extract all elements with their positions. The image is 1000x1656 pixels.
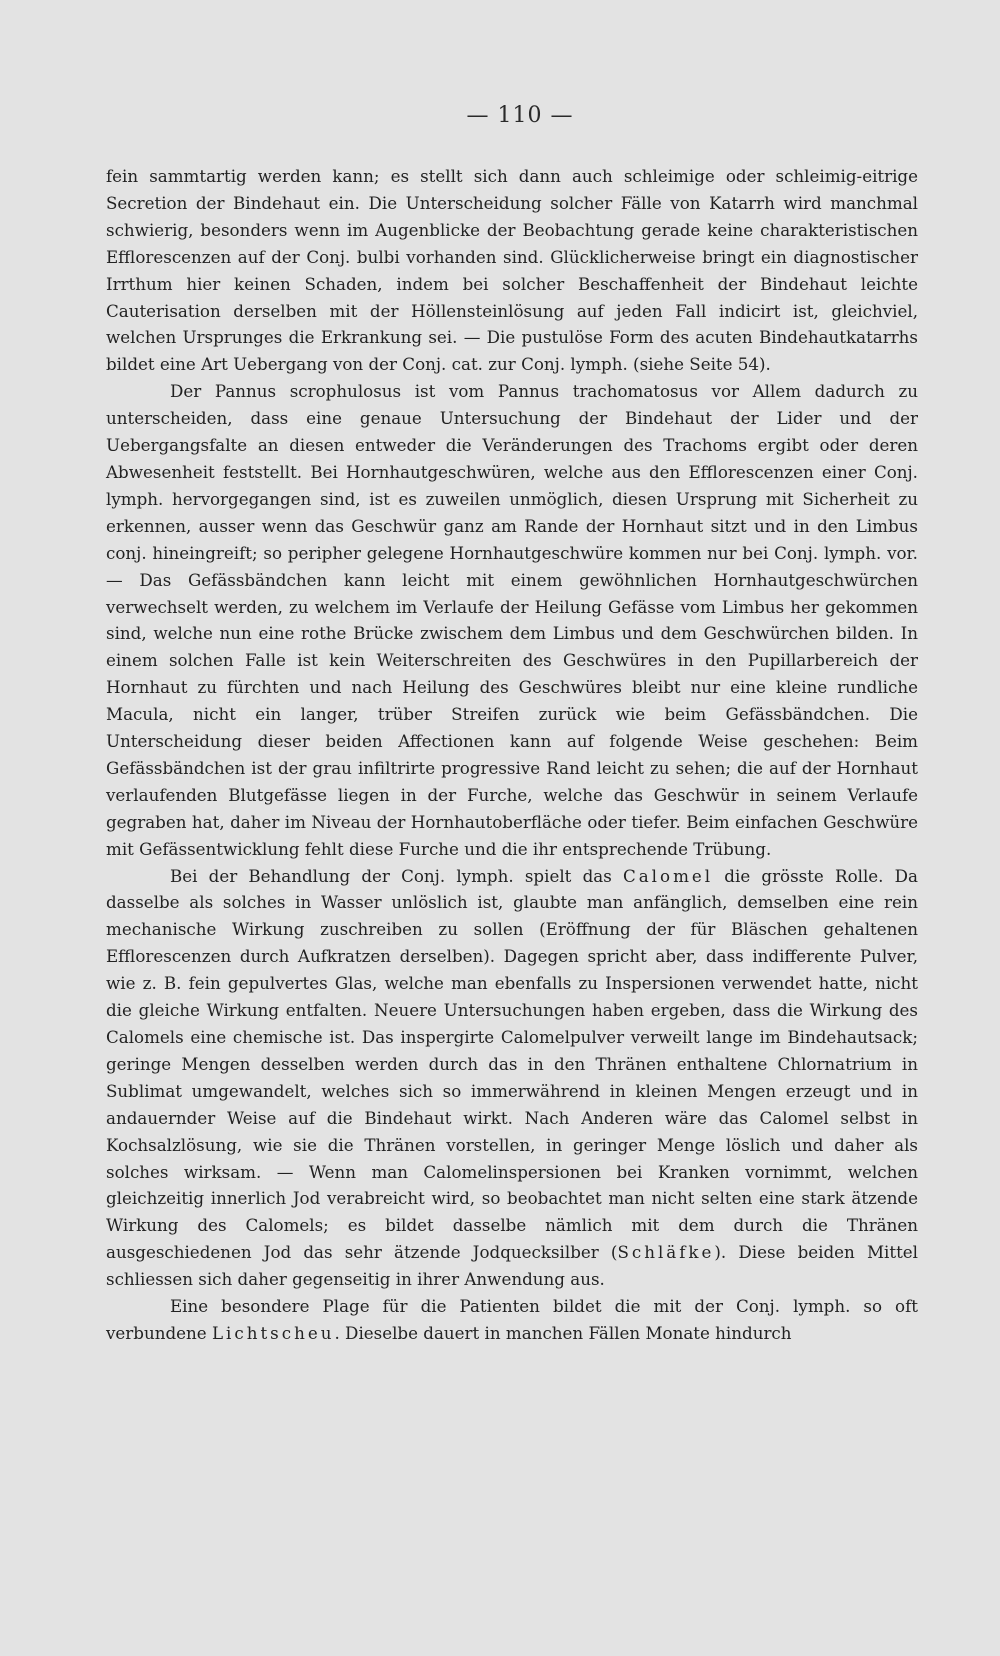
paragraph-2	[106, 378, 918, 862]
body-text	[106, 163, 918, 1347]
paragraph-3-text-c: ). Diese beiden Mittel schliessen sich daher gegenseitig in ihrer Anwendung aus.	[106, 1242, 918, 1290]
paragraph-3-text-b: die grösste Rolle. Da dasselbe als solches in Wasser unlöslich ist, glaubte man anfänglich, demselben eine rein mechanische Wirkung zuschreiben zu sollen (Eröffnung der für Bläschen gehaltenen Efflorescenzen durch Aufkratzen derselben). Dagegen spricht aber, dass indifferente Pulver, wie z. B. fein gepulvertes Glas, welche man ebenfalls zu Inspersionen verwendet hatte, nicht die gleiche Wirkung entfalten. Neuere Untersuchungen haben ergeben, dass die Wirkung des Calomels eine chemische ist. Das inspergirte Calomelpulver verweilt lange im Bindehautsack; geringe Mengen desselben werden durch das in den Thränen enthaltene Chlornatrium in Sublimat umgewandelt, welches sich so immerwährend in kleinen Mengen erzeugt und in andauernder Weise auf die Bindehaut wirkt. Nach Anderen wäre das Calomel selbst in Kochsalzlösung, wie sie die Thränen vorstellen, in geringer Menge löslich und daher als solches wirksam. — Wenn man Calomelinspersionen bei Kranken vornimmt, welchen gleichzeitig innerlich Jod verabreicht wird, so beobachtet man nicht selten eine stark ätzende Wirkung des Calomels; es bildet dasselbe nämlich mit dem durch die Thränen ausgeschiedenen Jod das sehr ätzende Jodquecksilber (	[106, 865, 918, 1263]
paragraph-2-text: Der Pannus scrophulosus ist vom Pannus trachomatosus vor Allem dadurch zu unterscheiden, dass eine genaue Untersuchung der Bindehaut der Lider und der Uebergangsfalte an diesen entweder die Veränderungen des Trachoms ergibt oder deren Abwesenheit feststellt. Bei Hornhautgeschwüren, welche aus den Efflorescenzen einer Conj. lymph. hervorgegangen sind, ist es zuweilen unmöglich, diesen Ursprung mit Sicherheit zu erkennen, ausser wenn das Geschwür ganz am Rande der Hornhaut sitzt und in den Limbus conj. hineingreift; so peripher gelegene Hornhautgeschwüre kommen nur bei Conj. lymph. vor. — Das Gefässbändchen kann leicht mit einem gewöhnlichen Hornhautgeschwürchen verwechselt werden, zu welchem im Verlaufe der Heilung Gefässe vom Limbus her gekommen sind, welche nun eine rothe Brücke zwischem dem Limbus und dem Geschwürchen bilden. In einem solchen Falle ist kein Weiterschreiten des Geschwüres in den Pupillarbereich der Hornhaut zu fürchten und nach Heilung des Geschwüres bleibt nur eine kleine rundliche Macula, nicht ein langer, trüber Streifen zurück wie beim Gefässbändchen. Die Unterscheidung dieser beiden Affectionen kann auf folgende Weise geschehen: Beim Gefässbändchen ist der grau infiltrirte progressive Rand leicht zu sehen; die auf der Hornhaut verlaufenden Blutgefässe liegen in der Furche, welche das Geschwür in seinem Verlaufe gegraben hat, daher im Niveau der Hornhautoberfläche oder tiefer. Beim einfachen Geschwüre mit Gefässentwicklung fehlt diese Furche und die ihr entsprechende Trübung.	[106, 381, 918, 859]
page-number: — 110 —	[466, 103, 574, 128]
paragraph-4	[106, 1293, 918, 1347]
paragraph-3	[106, 863, 918, 1294]
paragraph-1-text: fein sammtartig werden kann; es stellt sich dann auch schleimige oder schleimig-eitrige Secretion der Bindehaut ein. Die Unterscheidung solcher Fälle von Katarrh wird manchmal schwierig, besonders wenn im Augenblicke der Beobachtung gerade keine charakteristischen Efflorescenzen auf der Conj. bulbi vorhanden sind. Glücklicherweise bringt ein diagnostischer Irrthum hier keinen Schaden, indem bei solcher Beschaffenheit der Bindehaut leichte Cauterisation derselben mit der Höllensteinlösung auf jeden Fall indicirt ist, gleichviel, welchen Ursprunges die Erkrankung sei. — Die pustulöse Form des acuten Bindehautkatarrhs bildet eine Art Uebergang von der Conj. cat. zur Conj. lymph. (siehe Seite 54).	[106, 166, 918, 375]
emphasis-lichtscheu: Lichtscheu	[211, 1322, 335, 1343]
paragraph-3-text-a: Bei der Behandlung der Conj. lymph. spielt das	[170, 865, 623, 886]
emphasis-calomel: Calomel	[622, 865, 714, 886]
emphasis-author: Schläfke	[617, 1242, 715, 1263]
paragraph-4-text-b: . Dieselbe dauert in manchen Fällen Monate hindurch	[334, 1322, 792, 1343]
paragraph-1	[106, 163, 918, 378]
paragraph-4-text-a: Eine besondere Plage für die Patienten bildet die mit der Conj. lymph. so oft verbundene	[106, 1296, 918, 1343]
